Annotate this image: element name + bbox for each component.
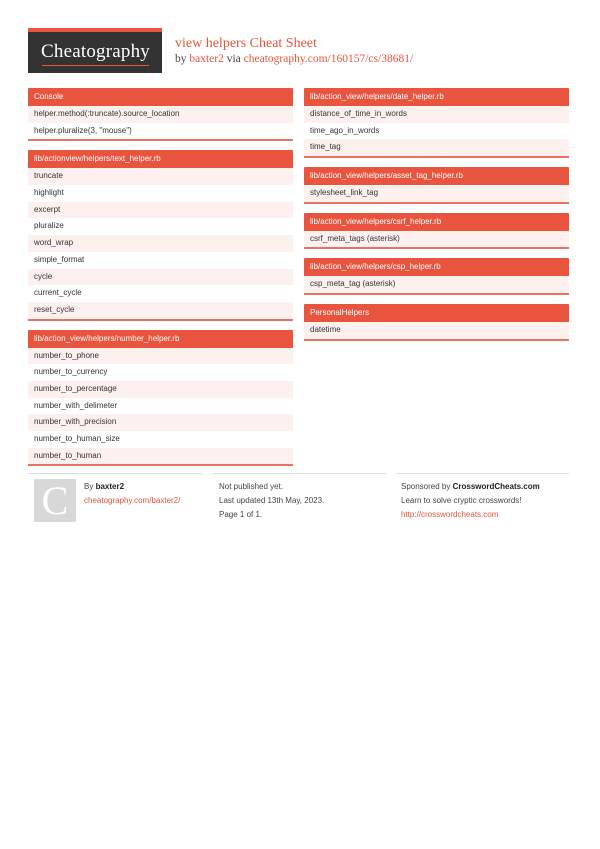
- section-body: [28, 348, 293, 465]
- section-row: csrf_meta_tags (asterisk): [304, 231, 569, 248]
- page-number: Page 1 of 1.: [219, 510, 263, 519]
- section-header: PersonalHelpers: [304, 304, 569, 322]
- footer-divider: [28, 473, 202, 474]
- footer-author-url[interactable]: cheatography.com/baxter2/: [84, 496, 181, 505]
- footer-author: [84, 482, 124, 491]
- cheat-section: [304, 167, 569, 204]
- section-row: stylesheet_link_tag: [304, 185, 569, 202]
- section-body: [304, 322, 569, 339]
- cheat-section: [304, 88, 569, 158]
- section-row: csp_meta_tag (asterisk): [304, 276, 569, 293]
- cheat-section: [304, 258, 569, 295]
- section-header: Console: [28, 88, 293, 106]
- section-row: truncate: [28, 168, 293, 185]
- cheat-section: [304, 304, 569, 341]
- section-row: excerpt: [28, 202, 293, 219]
- cheat-section: [28, 150, 293, 320]
- section-header: lib/action_view/helpers/csrf_helper.rb: [304, 213, 569, 231]
- section-header: lib/action_view/helpers/date_helper.rb: [304, 88, 569, 106]
- page-title: view helpers Cheat Sheet: [175, 36, 317, 51]
- sponsor-line: [401, 482, 540, 491]
- sponsor-tagline: Learn to solve cryptic crosswords!: [401, 496, 522, 505]
- section-row: number_to_percentage: [28, 381, 293, 398]
- last-updated: Last updated 13th May, 2023.: [219, 496, 325, 505]
- footer-divider: [396, 473, 569, 474]
- section-row: current_cycle: [28, 285, 293, 302]
- section-header: lib/action_view/helpers/number_helper.rb: [28, 330, 293, 348]
- section-body: [28, 106, 293, 139]
- section-body: [304, 106, 569, 156]
- section-row: simple_format: [28, 252, 293, 269]
- section-header: lib/actionview/helpers/text_helper.rb: [28, 150, 293, 168]
- right-column: [304, 88, 569, 350]
- footer-author-name[interactable]: baxter2: [95, 482, 125, 491]
- logo-underline: [42, 65, 149, 66]
- via-label: via: [226, 53, 241, 65]
- cheatography-logo[interactable]: [28, 28, 162, 73]
- sponsor-url[interactable]: http://crosswordcheats.com: [401, 510, 499, 519]
- section-row: number_to_currency: [28, 364, 293, 381]
- section-row: number_to_human_size: [28, 431, 293, 448]
- section-body: [304, 231, 569, 248]
- section-row: helper.pluralize(3, "mouse"): [28, 123, 293, 140]
- section-row: number_to_phone: [28, 348, 293, 365]
- section-header: lib/action_view/helpers/asset_tag_helper.rb: [304, 167, 569, 185]
- sheet-url-link[interactable]: cheatography.com/160157/cs/38681/: [243, 53, 414, 65]
- section-body: [28, 168, 293, 318]
- section-row: number_with_precision: [28, 414, 293, 431]
- footer-divider: [213, 473, 386, 474]
- published-status: Not published yet.: [219, 482, 284, 491]
- cheat-section: [304, 213, 569, 250]
- section-row: distance_of_time_in_words: [304, 106, 569, 123]
- section-row: datetime: [304, 322, 569, 339]
- byline: [175, 53, 413, 65]
- sponsor-name[interactable]: CrosswordCheats.com: [452, 482, 540, 491]
- by-label: by: [175, 53, 187, 65]
- section-row: time_tag: [304, 139, 569, 156]
- cheat-section: [28, 330, 293, 467]
- section-row: cycle: [28, 269, 293, 286]
- section-header: lib/action_view/helpers/csp_helper.rb: [304, 258, 569, 276]
- section-body: [304, 276, 569, 293]
- section-row: word_wrap: [28, 235, 293, 252]
- section-row: pluralize: [28, 218, 293, 235]
- section-row: number_to_human: [28, 448, 293, 465]
- section-row: helper.method(:truncate).source_location: [28, 106, 293, 123]
- cheat-section: [28, 88, 293, 141]
- sponsored-label: Sponsored by: [401, 482, 451, 491]
- left-column: [28, 88, 293, 475]
- logo-text: Cheatography: [41, 41, 150, 62]
- author-avatar[interactable]: C: [34, 479, 76, 522]
- section-row: reset_cycle: [28, 302, 293, 319]
- section-body: [304, 185, 569, 202]
- section-row: highlight: [28, 185, 293, 202]
- footer-by-label: By: [84, 482, 94, 491]
- section-row: number_with_delimeter: [28, 398, 293, 415]
- section-row: time_ago_in_words: [304, 123, 569, 140]
- author-link[interactable]: baxter2: [189, 53, 224, 65]
